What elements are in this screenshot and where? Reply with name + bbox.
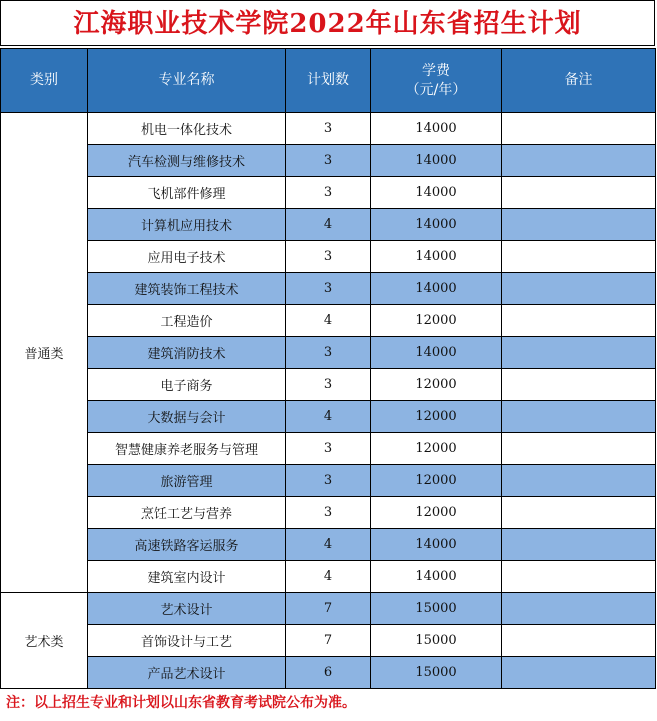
header-major: 专业名称 (88, 49, 286, 113)
footnote: 注：以上招生专业和计划以山东省教育考试院公布为准。 (6, 695, 356, 711)
tuition-cell: 12000 (371, 369, 502, 401)
plan-count-cell: 7 (286, 625, 371, 657)
plan-count-cell: 4 (286, 305, 371, 337)
table-row (1, 305, 656, 337)
remark-cell (502, 241, 656, 273)
table-row (1, 593, 656, 625)
major-cell: 飞机部件修理 (88, 177, 286, 209)
tuition-cell: 12000 (371, 465, 502, 497)
remark-cell (502, 273, 656, 305)
table-row (1, 657, 656, 689)
plan-count-cell: 3 (286, 337, 371, 369)
table-row (1, 337, 656, 369)
plan-count-cell: 3 (286, 145, 371, 177)
major-cell: 工程造价 (88, 305, 286, 337)
category-general: 普通类 (1, 113, 88, 593)
tuition-cell: 14000 (371, 241, 502, 273)
tuition-cell: 14000 (371, 337, 502, 369)
plan-count-cell: 3 (286, 241, 371, 273)
table-row (1, 433, 656, 465)
tuition-cell: 12000 (371, 433, 502, 465)
major-cell: 机电一体化技术 (88, 113, 286, 145)
plan-count-cell: 3 (286, 369, 371, 401)
table-row (1, 177, 656, 209)
table-body (1, 113, 656, 689)
table-row (1, 465, 656, 497)
major-cell: 电子商务 (88, 369, 286, 401)
tuition-cell: 14000 (371, 209, 502, 241)
plan-count-cell: 3 (286, 273, 371, 305)
header-tuition (371, 49, 502, 113)
remark-cell (502, 401, 656, 433)
major-cell: 建筑装饰工程技术 (88, 273, 286, 305)
remark-cell (502, 369, 656, 401)
major-cell: 应用电子技术 (88, 241, 286, 273)
major-cell: 智慧健康养老服务与管理 (88, 433, 286, 465)
tuition-cell: 14000 (371, 561, 502, 593)
major-cell: 建筑消防技术 (88, 337, 286, 369)
header-remark: 备注 (502, 49, 656, 113)
table-row (1, 401, 656, 433)
table-row (1, 209, 656, 241)
plan-count-cell: 4 (286, 529, 371, 561)
major-cell: 汽车检测与维修技术 (88, 145, 286, 177)
major-cell: 大数据与会计 (88, 401, 286, 433)
remark-cell (502, 529, 656, 561)
tuition-cell: 14000 (371, 145, 502, 177)
table-row (1, 369, 656, 401)
remark-cell (502, 177, 656, 209)
page-title: 江海职业技术学院2022年山东省招生计划 (0, 0, 655, 46)
tuition-cell: 14000 (371, 113, 502, 145)
table-row (1, 145, 656, 177)
major-cell: 建筑室内设计 (88, 561, 286, 593)
major-cell: 计算机应用技术 (88, 209, 286, 241)
remark-cell (502, 145, 656, 177)
tuition-cell: 14000 (371, 177, 502, 209)
table-row (1, 497, 656, 529)
remark-cell (502, 657, 656, 689)
remark-cell (502, 305, 656, 337)
header-tuition-line2: （元/年） (405, 81, 467, 98)
remark-cell (502, 113, 656, 145)
remark-cell (502, 625, 656, 657)
plan-count-cell: 3 (286, 433, 371, 465)
table-row (1, 561, 656, 593)
plan-count-cell: 7 (286, 593, 371, 625)
tuition-cell: 12000 (371, 305, 502, 337)
major-cell: 高速铁路客运服务 (88, 529, 286, 561)
tuition-cell: 15000 (371, 657, 502, 689)
header-category: 类别 (1, 49, 88, 113)
major-cell: 首饰设计与工艺 (88, 625, 286, 657)
remark-cell (502, 209, 656, 241)
remark-cell (502, 337, 656, 369)
remark-cell (502, 593, 656, 625)
enrollment-plan-table (0, 48, 656, 689)
table-row (1, 113, 656, 145)
plan-count-cell: 3 (286, 465, 371, 497)
category-art: 艺术类 (1, 593, 88, 689)
tuition-cell: 12000 (371, 497, 502, 529)
tuition-cell: 14000 (371, 273, 502, 305)
plan-count-cell: 4 (286, 401, 371, 433)
plan-count-cell: 6 (286, 657, 371, 689)
plan-count-cell: 3 (286, 113, 371, 145)
table-row (1, 625, 656, 657)
table-header-row (1, 49, 656, 113)
header-plan-count: 计划数 (286, 49, 371, 113)
tuition-cell: 15000 (371, 625, 502, 657)
tuition-cell: 14000 (371, 529, 502, 561)
header-tuition-line1: 学费 (422, 62, 450, 79)
plan-count-cell: 3 (286, 177, 371, 209)
remark-cell (502, 561, 656, 593)
plan-count-cell: 4 (286, 561, 371, 593)
major-cell: 产品艺术设计 (88, 657, 286, 689)
plan-count-cell: 4 (286, 209, 371, 241)
major-cell: 艺术设计 (88, 593, 286, 625)
plan-count-cell: 3 (286, 497, 371, 529)
table-row (1, 529, 656, 561)
major-cell: 烹饪工艺与营养 (88, 497, 286, 529)
remark-cell (502, 465, 656, 497)
major-cell: 旅游管理 (88, 465, 286, 497)
remark-cell (502, 497, 656, 529)
table-row (1, 273, 656, 305)
tuition-cell: 15000 (371, 593, 502, 625)
remark-cell (502, 433, 656, 465)
tuition-cell: 12000 (371, 401, 502, 433)
table-row (1, 241, 656, 273)
